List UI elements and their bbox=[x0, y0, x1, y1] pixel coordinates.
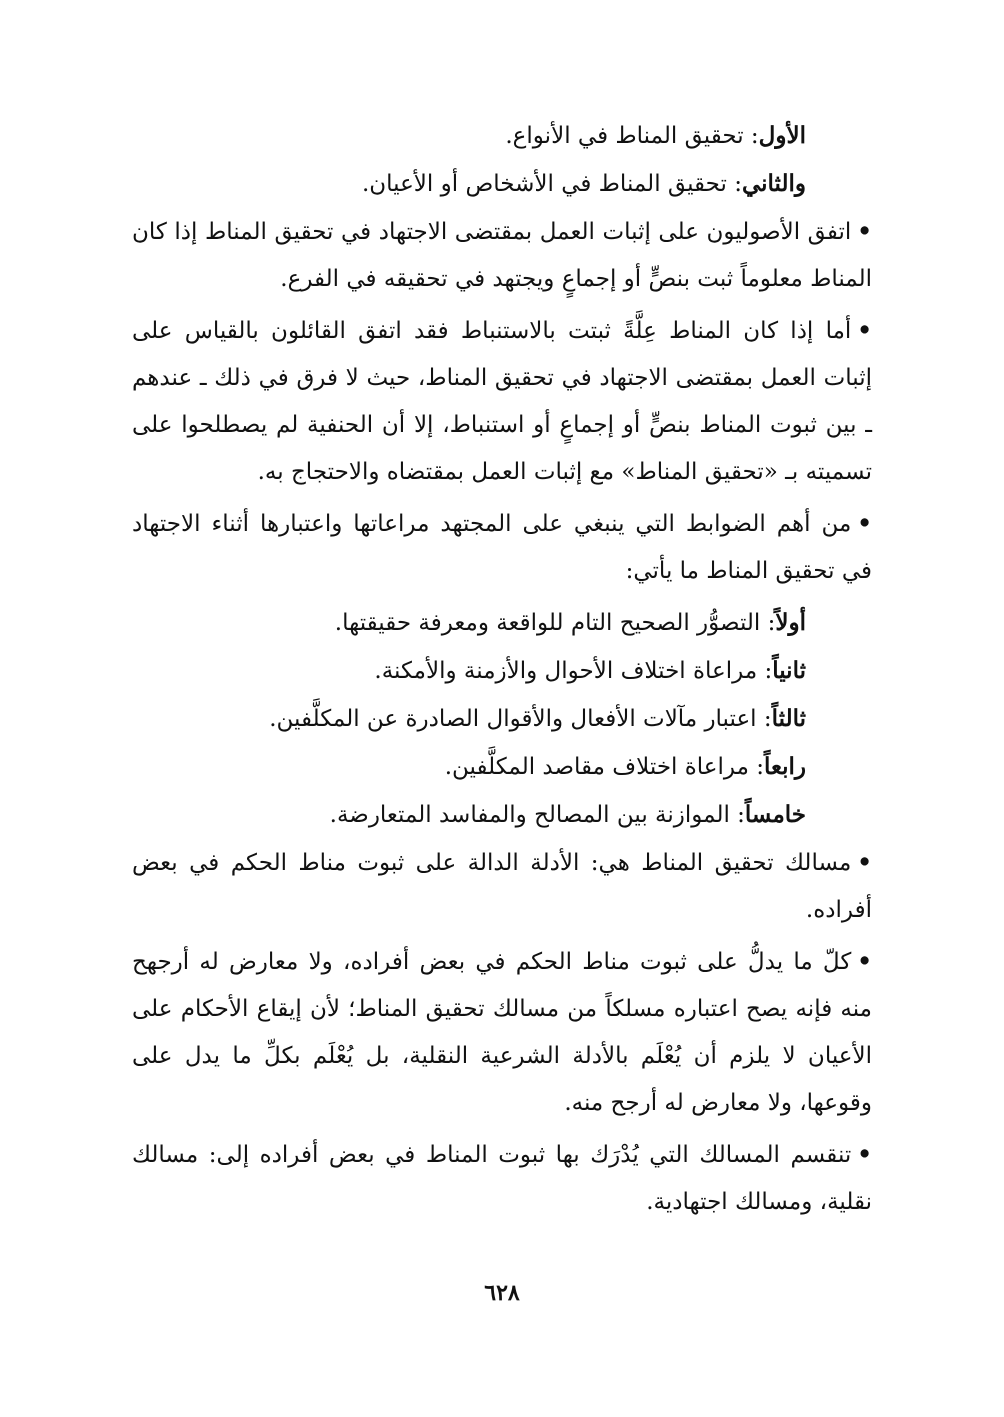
intro-label: والثاني bbox=[741, 170, 806, 197]
rule-text: : مراعاة اختلاف الأحوال والأزمنة والأمكنة. bbox=[374, 658, 773, 684]
paragraph-text: اتفق الأصوليون على إثبات العمل بمقتضى الاجتهاد في تحقيق المناط إذا كان المناط معلوماً ثبت بنصٍّ أو إجماعٍ ويجتهد في تحقيقه في الفرع. bbox=[132, 219, 872, 292]
rule-item bbox=[132, 695, 872, 743]
bullet-icon: • bbox=[857, 510, 872, 537]
paragraph-text: كلّ ما يدلُّ على ثبوت مناط الحكم في بعض أفراده، ولا معارض له أرجهح منه فإنه يصح اعتباره مسلكاً من مسالك تحقيق المناط؛ لأن إيقاع الأحكام على الأعيان لا يلزم أن يُعْلَم بالأدلة الشرعية النقلية، بل يُعْلَم بكلِّ ما يدل على وقوعها، ولا معارض له أرجح منه. bbox=[132, 949, 872, 1116]
bullet-icon: • bbox=[857, 849, 872, 876]
rule-text: : مراعاة اختلاف مقاصد المكلَّفين. bbox=[444, 754, 764, 780]
rule-item bbox=[132, 599, 872, 647]
bullet-icon: • bbox=[857, 948, 872, 975]
paragraph-evidence bbox=[132, 938, 872, 1127]
rule-text: : اعتبار مآلات الأفعال والأقوال الصادرة عن المكلَّفين. bbox=[269, 706, 772, 732]
paragraph-text: من أهم الضوابط التي ينبغي على المجتهد مراعاتها واعتبارها أثناء الاجتهاد في تحقيق المناط ما يأتي: bbox=[132, 511, 872, 584]
paragraph-text: أما إذا كان المناط عِلَّةً ثبتت بالاستنباط فقد اتفق القائلون بالقياس على إثبات العمل بمقتضى الاجتهاد في تحقيق المناط، حيث لا فرق في ذلك ـ عندهم ـ بين ثبوت المناط بنصٍّ أو إجماعٍ أو استنباط، إلا أن الحنفية لم يصطلحوا على تسميته بـ «تحقيق المناط» مع إثبات العمل بمقتضاه والاحتجاج به. bbox=[132, 318, 872, 485]
intro-text: : تحقيق المناط في الأنواع. bbox=[505, 123, 759, 149]
rule-item bbox=[132, 791, 872, 839]
rule-label: ثانياً bbox=[772, 657, 806, 684]
intro-line-second bbox=[132, 160, 872, 208]
bullet-icon: • bbox=[857, 317, 872, 344]
rule-label: أولاً bbox=[775, 609, 806, 636]
intro-text: : تحقيق المناط في الأشخاص أو الأعيان. bbox=[361, 171, 742, 197]
paragraph-text: مسالك تحقيق المناط هي: الأدلة الدالة على ثبوت مناط الحكم في بعض أفراده. bbox=[132, 850, 872, 923]
paragraph-istinbat bbox=[132, 307, 872, 496]
intro-label: الأول bbox=[758, 122, 806, 149]
rule-text: : التصوُّر الصحيح التام للواقعة ومعرفة حقيقتها. bbox=[334, 610, 776, 636]
rule-label: ثالثاً bbox=[771, 705, 806, 732]
rule-label: رابعاً bbox=[763, 753, 806, 780]
paragraph-text: تنقسم المسالك التي يُدْرَك بها ثبوت المناط في بعض أفراده إلى: مسالك نقلية، ومسالك اجتهادية. bbox=[132, 1142, 872, 1215]
bullet-icon: • bbox=[857, 218, 872, 245]
rule-item bbox=[132, 647, 872, 695]
paragraph-controls bbox=[132, 500, 872, 595]
rule-text: : الموازنة بين المصالح والمفاسد المتعارضة. bbox=[329, 802, 745, 828]
rule-item bbox=[132, 743, 872, 791]
paragraph-agreement bbox=[132, 208, 872, 303]
page-number: ٦٢٨ bbox=[484, 1280, 520, 1306]
paragraph-division bbox=[132, 1131, 872, 1226]
intro-line-first bbox=[132, 112, 872, 160]
rule-label: خامساً bbox=[744, 801, 806, 828]
paragraph-masalik bbox=[132, 839, 872, 934]
bullet-icon: • bbox=[857, 1141, 872, 1168]
page-body bbox=[132, 112, 872, 1230]
